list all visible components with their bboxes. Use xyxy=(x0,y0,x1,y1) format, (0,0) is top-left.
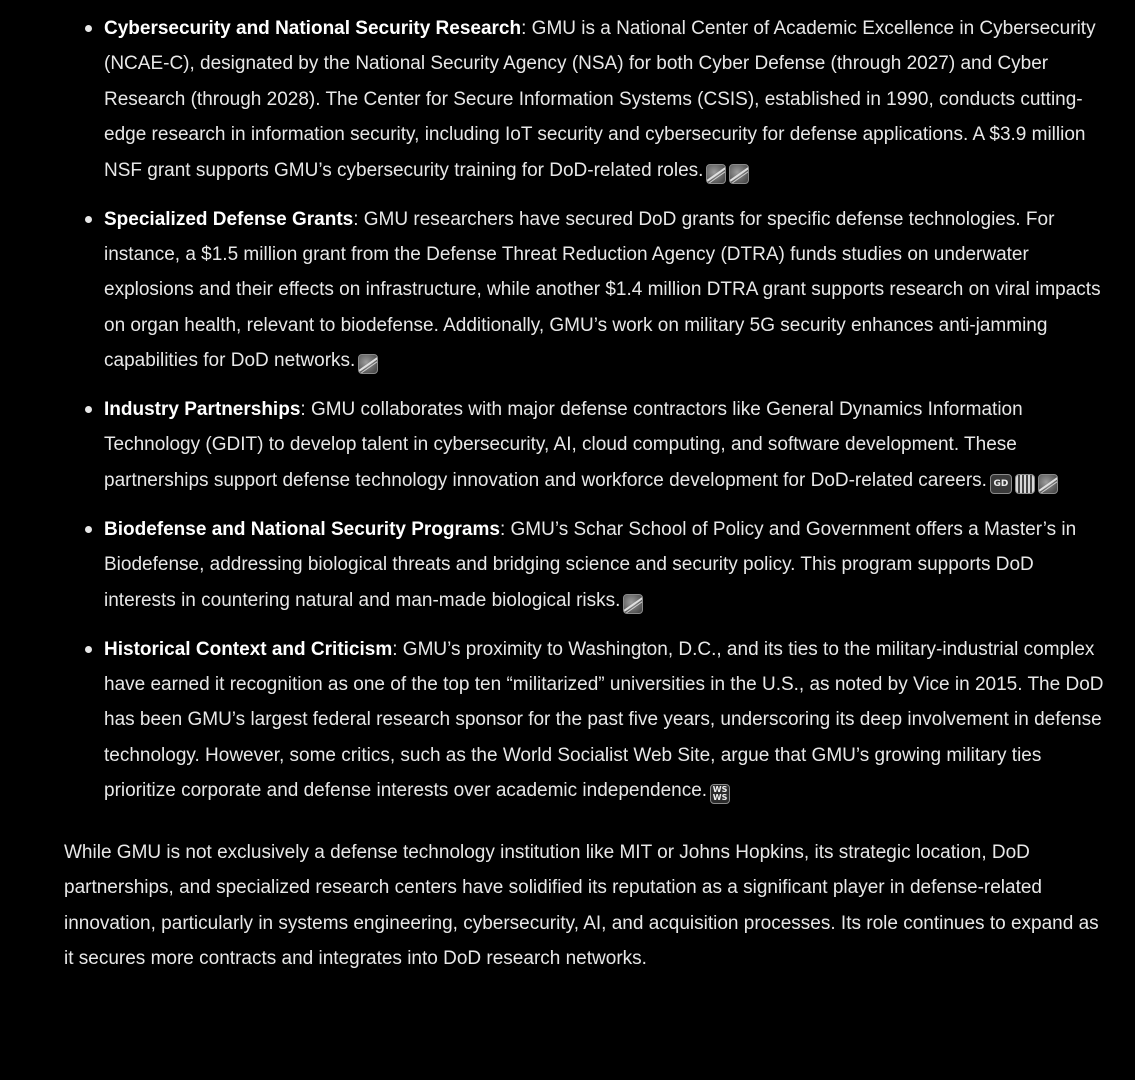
grok-icon[interactable] xyxy=(358,354,378,374)
ws-icon[interactable]: WS WS xyxy=(710,784,730,804)
bullet-dot xyxy=(85,216,92,223)
list-item-text: : GMU is a National Center of Academic Excellence in Cybersecurity (NCAE-C), designated by the National Security Agency (NSA) for both Cyber Defense (through 2027) and Cyber Research (through 2028). The Center for Secure Information Systems (CSIS), established in 1990, conducts cutting-edge research in information security, including IoT security and cybersecurity for defense applications. A $3.9 million NSF grant supports GMU’s cybersecurity training for DoD-related roles. xyxy=(104,18,1096,181)
list-item-text: : GMU researchers have secured DoD grants for specific defense technologies. For instance, a $1.5 million grant from the Defense Threat Reduction Agency (DTRA) funds studies on underwater explosions and their effects on infrastructure, while another $1.4 million DTRA grant supports research on viral impacts on organ health, relevant to biodefense. Additionally, GMU’s work on military 5G security enhances anti-jamming capabilities for DoD networks. xyxy=(104,208,1101,372)
list-item-text: : GMU’s Schar School of Policy and Government offers a Master’s in Biodefense, addressing biological threats and bridging science and security policy. This program supports DoD interests in countering natural and man-made biological risks. xyxy=(104,518,1077,611)
list-item xyxy=(0,392,1135,501)
list-item xyxy=(0,202,1135,382)
list-item xyxy=(0,11,1135,191)
citation-group xyxy=(990,466,1061,501)
citation-group xyxy=(710,776,733,811)
bullet-dot xyxy=(85,526,92,533)
summary-paragraph: While GMU is not exclusively a defense technology institution like MIT or Johns Hopkins, its strategic location, DoD partnerships, and specialized research centers have solidified its reputation as a significant player in defense-related innovation, particularly in systems engineering, cybersecurity, AI, and acquisition processes. Its role continues to expand as it secures more contracts and integrates into DoD research networks. xyxy=(64,842,1099,970)
citation-group xyxy=(706,156,752,191)
list-item-title: Historical Context and Criticism xyxy=(104,638,393,660)
gd-icon[interactable]: GD xyxy=(990,474,1012,494)
grok-icon[interactable] xyxy=(729,164,749,184)
grok-icon[interactable] xyxy=(1038,474,1058,494)
list-item-text: : GMU collaborates with major defense contractors like General Dynamics Information Technology (GDIT) to develop talent in cybersecurity, AI, cloud computing, and software development. These partnerships support defense technology innovation and workforce development for DoD-related careers. xyxy=(104,399,1023,491)
list-item-title: Specialized Defense Grants xyxy=(104,208,354,230)
citation-group xyxy=(623,586,646,621)
list-item xyxy=(0,512,1135,621)
bars-icon[interactable] xyxy=(1015,474,1035,494)
citation-group xyxy=(358,346,381,381)
bullet-dot xyxy=(85,406,92,413)
grok-icon[interactable] xyxy=(623,594,643,614)
list-item-text: : GMU’s proximity to Washington, D.C., and its ties to the military-industrial complex have earned it recognition as one of the top ten “militarized” universities in the U.S., as noted by Vice in 2015. The DoD has been GMU’s largest federal research sponsor for the past five years, underscoring its deep involvement in defense technology. However, some critics, such as the World Socialist Web Site, argue that GMU’s growing military ties prioritize corporate and defense interests over academic independence. xyxy=(104,638,1104,802)
list-item-title: Industry Partnerships xyxy=(104,399,301,421)
list-item-title: Biodefense and National Security Programs xyxy=(104,518,500,540)
grok-icon[interactable] xyxy=(706,164,726,184)
list-item xyxy=(0,632,1135,812)
list-item-title: Cybersecurity and National Security Research xyxy=(104,18,522,39)
bullet-list xyxy=(0,11,1135,812)
bullet-dot xyxy=(85,25,92,32)
bullet-dot xyxy=(85,646,92,653)
